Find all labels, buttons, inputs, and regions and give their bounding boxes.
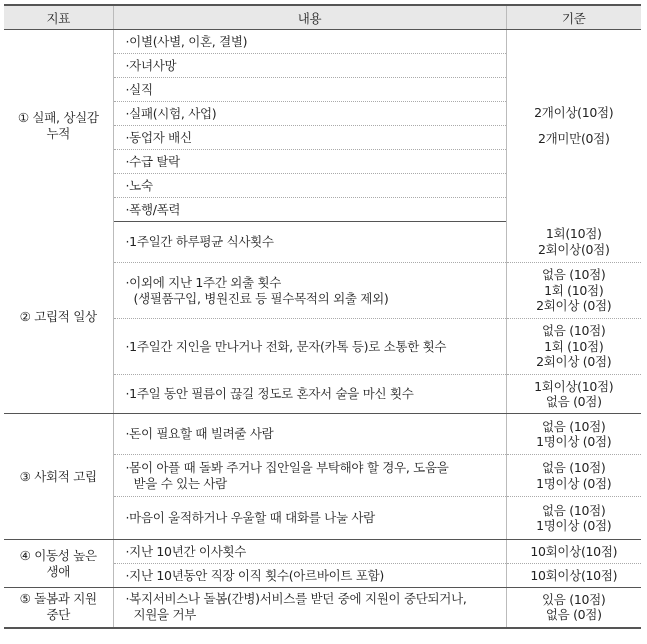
criteria-line: 없음 (10점)	[542, 323, 606, 339]
criteria-line: 2개미만(0점)	[537, 130, 610, 146]
content-cell	[113, 588, 506, 628]
criteria-line: 1명이상 (0점)	[536, 475, 612, 491]
criteria-line: 1회 (10점)	[544, 338, 604, 354]
criteria-cell	[506, 414, 641, 455]
table-row	[4, 30, 641, 54]
indicator-line: 생애	[46, 563, 71, 579]
criteria-line: 없음 (10점)	[542, 460, 606, 475]
content-cell: ·동업자 배신	[113, 126, 506, 150]
criteria-cell	[506, 319, 641, 375]
indicator-line: 누적	[46, 125, 71, 141]
criteria-line: 2회이상 (0점)	[536, 354, 612, 370]
criteria-cell: 10회이상(10점)	[506, 540, 641, 564]
criteria-cell-1	[506, 30, 641, 222]
criteria-cell	[506, 455, 641, 497]
indicator-cell-5	[4, 588, 113, 628]
table-row	[4, 414, 641, 455]
content-cell: ·노숙	[113, 174, 506, 198]
indicator-line: ① 실패, 상실감	[17, 109, 99, 125]
criteria-line: 2회이상 (0점)	[536, 298, 612, 314]
table-row	[4, 540, 641, 564]
indicator-line: ③ 사회적 고립	[19, 468, 97, 484]
criteria-line: 1명이상 (0점)	[536, 434, 612, 449]
criteria-line: 1회이상(10점)	[534, 378, 614, 394]
criteria-cell	[506, 222, 641, 263]
content-cell: ·1주일간 지인을 만나거나 전화, 문자(카톡 등)로 소통한 횟수	[113, 319, 506, 375]
content-cell: ·마음이 울적하거나 우울할 때 대화를 나눌 사람	[113, 497, 506, 540]
criteria-line: 없음 (0점)	[545, 394, 602, 409]
criteria-cell	[506, 375, 641, 414]
criteria-line: 없음 (10점)	[542, 267, 606, 283]
content-cell: ·1주일간 하루평균 식사횟수	[113, 222, 506, 263]
indicator-cell-3	[4, 414, 113, 540]
indicator-cell-1	[4, 30, 113, 222]
content-cell: ·수급 탈락	[113, 150, 506, 174]
criteria-line: 1명이상 (0점)	[536, 518, 612, 533]
content-cell: ·1주일 동안 필름이 끊길 정도로 혼자서 술을 마신 횟수	[113, 375, 506, 414]
content-cell: ·실직	[113, 78, 506, 102]
content-cell: ·지난 10년간 이사횟수	[113, 540, 506, 564]
header-criteria: 기준	[506, 5, 641, 30]
criteria-cell	[506, 588, 641, 628]
indicator-line: ⑤ 돌봄과 지원	[19, 591, 97, 607]
content-cell	[113, 455, 506, 497]
criteria-cell	[506, 497, 641, 540]
criteria-line: 없음 (10점)	[542, 418, 606, 434]
content-cell: ·실패(시험, 사업)	[113, 102, 506, 126]
criteria-cell: 10회이상(10점)	[506, 564, 641, 588]
table-row	[4, 588, 641, 628]
content-line: ·복지서비스나 돌봄(간병)서비스를 받던 중에 지원이 중단되거나,	[125, 591, 467, 607]
content-cell: ·자녀사망	[113, 54, 506, 78]
criteria-line: 없음 (0점)	[545, 607, 602, 623]
criteria-line: 있음 (10점)	[542, 591, 606, 607]
criteria-line: 1회 (10점)	[544, 282, 604, 298]
header-content: 내용	[113, 5, 506, 30]
content-line: 지원을 거부	[133, 607, 197, 623]
loneliness-risk-table	[4, 4, 641, 629]
indicator-line: ④ 이동성 높은	[19, 547, 97, 563]
criteria-cell	[506, 263, 641, 319]
content-cell: ·이별(사별, 이혼, 결별)	[113, 30, 506, 54]
criteria-table-page	[4, 4, 641, 640]
criteria-line: 없음 (10점)	[542, 502, 606, 518]
indicator-line: ② 고립적 일상	[19, 309, 97, 325]
content-cell: ·지난 10년동안 직장 이직 횟수(아르바이트 포함)	[113, 564, 506, 588]
content-line: ·이외에 지난 1주간 외출 횟수	[125, 274, 282, 290]
criteria-line: 1회(10점)	[545, 226, 602, 242]
header-indicator: 지표	[4, 5, 113, 30]
table-header-row	[4, 5, 641, 30]
indicator-cell-4	[4, 540, 113, 588]
criteria-line: 2개이상(10점)	[534, 105, 614, 121]
content-cell: ·폭행/폭력	[113, 198, 506, 222]
table-row	[4, 222, 641, 263]
content-line: 받을 수 있는 사람	[133, 475, 227, 491]
content-line: (생필품구입, 병원진료 등 필수목적의 외출 제외)	[133, 290, 389, 306]
content-cell	[113, 263, 506, 319]
content-line: ·몸이 아플 때 돌봐 주거나 집안일을 부탁해야 할 경우, 도움을	[125, 459, 449, 475]
indicator-cell-2	[4, 222, 113, 414]
criteria-line: 2회이상(0점)	[537, 241, 610, 257]
content-cell: ·돈이 필요할 때 빌려줄 사람	[113, 414, 506, 455]
indicator-line: 중단	[46, 607, 71, 623]
